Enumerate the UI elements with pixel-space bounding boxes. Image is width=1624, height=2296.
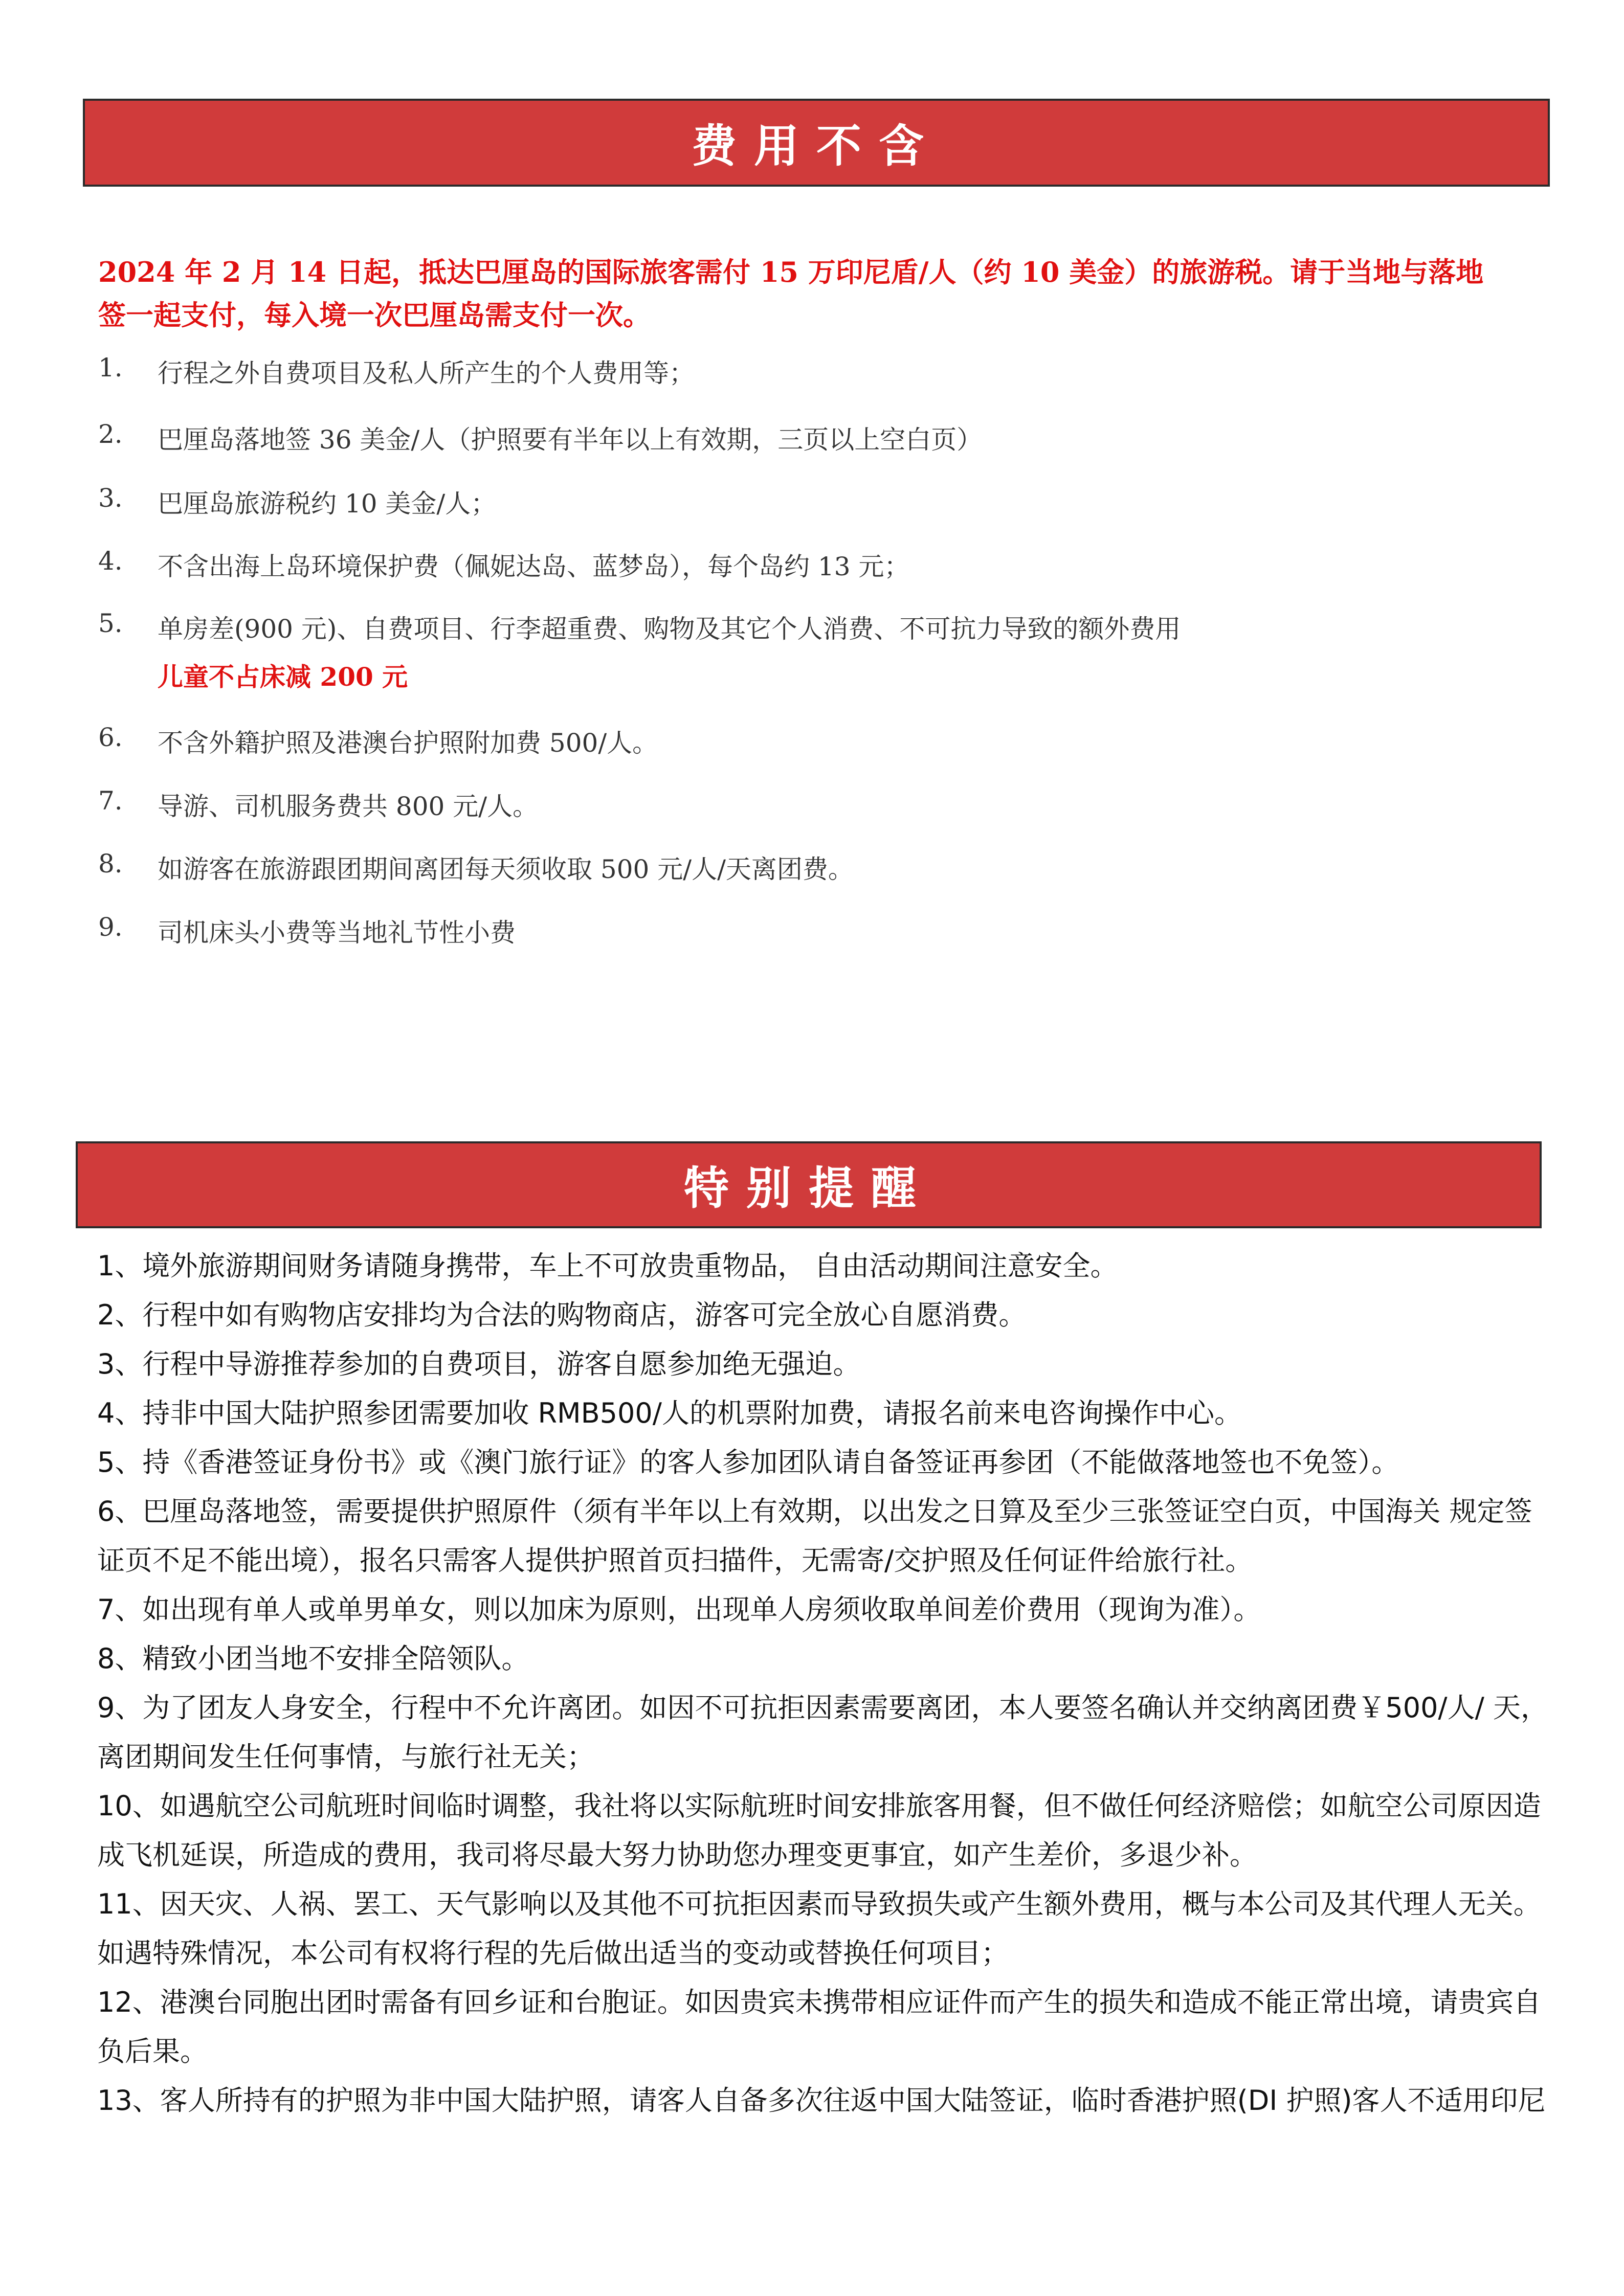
reminder-item: 1、境外旅游期间财务请随身携带，车上不可放贵重物品， 自由活动期间注意安全。 <box>97 1250 1118 1282</box>
reminder-item: 13、客人所持有的护照为非中国大陆护照，请客人自备多次往返中国大陆签证，临时香港护照(DI 护照)客人不适用印尼 <box>97 2084 1546 2117</box>
item-text <box>158 609 1510 693</box>
list-item <box>98 786 1510 823</box>
notice-line: 2024 年 2 月 14 日起，抵达巴厘岛的国际旅客需付 15 万印尼盾/人（约 10 美金）的旅游税。请于当地与落地 <box>98 256 1484 288</box>
notice-line: 签一起支付，每入境一次巴厘岛需支付一次。 <box>98 299 651 331</box>
list-item <box>98 483 1510 520</box>
item-text: 不含出海上岛环境保护费（佩妮达岛、蓝梦岛），每个岛约 13 元； <box>158 552 910 581</box>
tourism-tax-notice <box>98 251 1505 336</box>
reminder-item: 3、行程中导游推荐参加的自费项目，游客自愿参加绝无强迫。 <box>97 1348 861 1380</box>
list-item <box>98 723 1510 759</box>
item-text: 巴厘岛旅游税约 10 美金/人； <box>158 489 497 519</box>
list-item <box>98 609 1510 693</box>
reminder-item: 11、因天灾、人祸、罢工、天气影响以及其他不可抗拒因素而导致损失或产生额外费用，概与本公司及其代理人无关。 如遇特殊情况，本公司有权将行程的先后做出适当的变动或替换任何项目； <box>97 1888 1541 1969</box>
item-text: 如游客在旅游跟团期间离团每天须收取 500 元/人/天离团费。 <box>158 854 854 884</box>
reminder-item: 2、行程中如有购物店安排均为合法的购物商店，游客可完全放心自愿消费。 <box>97 1299 1027 1331</box>
list-item <box>98 419 1510 456</box>
reminder-item: 12、港澳台同胞出团时需备有回乡证和台胞证。如因贵宾未携带相应证件而产生的损失和造成不能正常出境，请贵宾自负后果。 <box>97 1986 1541 2067</box>
reminder-item: 5、持《香港签证身份书》或《澳门旅行证》的客人参加团队请自备签证再参团（不能做落地签也不免签）。 <box>97 1446 1399 1478</box>
item-main-text: 单房差(900 元)、自费项目、行李超重费、购物及其它个人消费、不可抗力导致的额外费用 <box>158 614 1181 644</box>
item-number: 5. <box>98 609 123 638</box>
item-number: 1. <box>98 353 123 382</box>
reminders-title: 特别提醒 <box>683 1162 933 1214</box>
list-item <box>98 546 1510 583</box>
item-number: 3. <box>98 483 123 513</box>
list-item <box>98 353 1510 390</box>
item-text: 行程之外自费项目及私人所产生的个人费用等； <box>158 358 695 388</box>
item-text: 司机床头小费等当地礼节性小费 <box>158 918 516 948</box>
exclusions-header <box>83 99 1550 187</box>
reminder-item: 10、如遇航空公司航班时间临时调整，我社将以实际航班时间安排旅客用餐，但不做任何经济赔偿；如航空公司原因造成飞机延误，所造成的费用，我司将尽最大努力协助您办理变更事宜，如产生差价，多退少补。 <box>97 1790 1541 1871</box>
item-number: 9. <box>98 912 123 942</box>
list-item <box>98 849 1510 886</box>
reminder-item: 4、持非中国大陆护照参团需要加收 RMB500/人的机票附加费，请报名前来电咨询操作中心。 <box>97 1397 1242 1429</box>
child-discount-note: 儿童不占床减 200 元 <box>158 662 408 692</box>
item-number: 4. <box>98 546 123 576</box>
item-text: 巴厘岛落地签 36 美金/人（护照要有半年以上有效期，三页以上空白页） <box>158 425 983 455</box>
item-number: 2. <box>98 419 123 449</box>
exclusions-title: 费用不含 <box>691 120 941 172</box>
reminder-item: 8、精致小团当地不安排全陪领队。 <box>97 1642 529 1675</box>
item-number: 6. <box>98 723 123 752</box>
item-text: 导游、司机服务费共 800 元/人。 <box>158 792 539 821</box>
item-text: 不含外籍护照及港澳台护照附加费 500/人。 <box>158 728 658 758</box>
list-item <box>98 912 1510 949</box>
item-number: 7. <box>98 786 123 816</box>
reminders-list <box>97 1242 1555 2125</box>
reminder-item: 6、巴厘岛落地签，需要提供护照原件（须有半年以上有效期，以出发之日算及至少三张签证空白页，中国海关 规定签证页不足不能出境），报名只需客人提供护照首页扫描件，无需寄/交护照及任何证件给旅行社。 <box>97 1495 1532 1577</box>
reminder-item: 7、如出现有单人或单男单女，则以加床为原则，出现单人房须收取单间差价费用（现询为准）。 <box>97 1593 1261 1626</box>
reminder-item: 9、为了团友人身安全，行程中不允许离团。如因不可抗拒因素需要离团，本人要签名确认并交纳离团费￥500/人/ 天，离团期间发生任何事情，与旅行社无关； <box>97 1692 1548 1773</box>
item-number: 8. <box>98 849 123 879</box>
reminders-header <box>76 1141 1542 1228</box>
